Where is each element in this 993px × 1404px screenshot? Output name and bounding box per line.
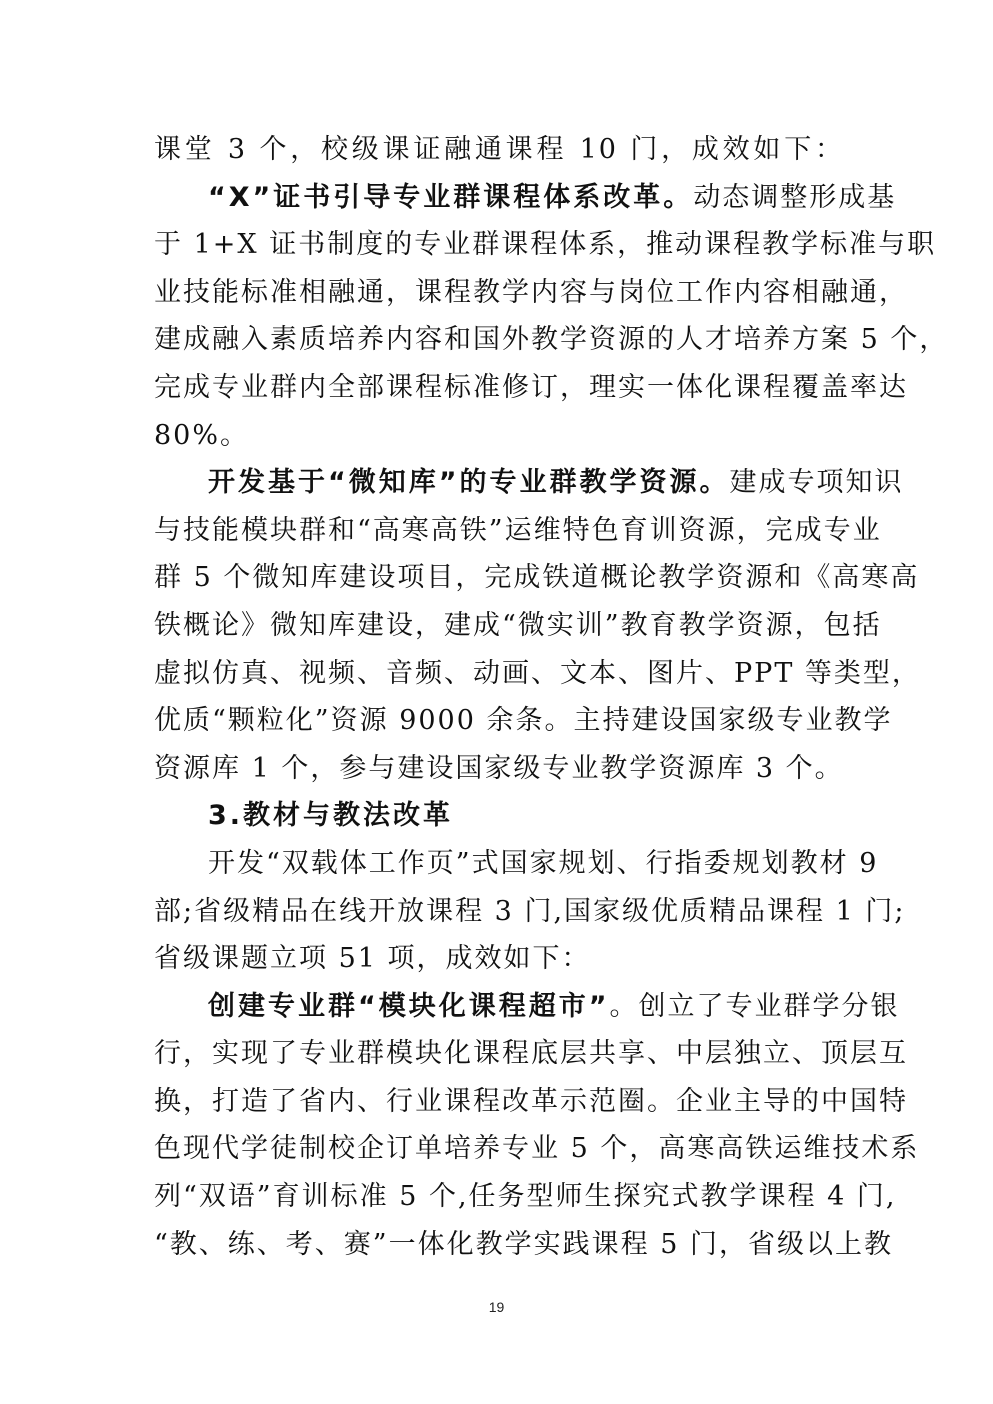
paragraph-line: 建成融入素质培养内容和国外教学资源的人才培养方案 5 个， — [154, 324, 949, 356]
paragraph-line: 色现代学徒制校企订单培养专业 5 个，高寒高铁运维技术系 — [154, 1133, 920, 1165]
paragraph-line: 开发“双载体工作页”式国家规划、行指委规划教材 9 — [208, 847, 879, 879]
section-heading: 3.教材与教法改革 — [208, 800, 454, 832]
paragraph-line: 省级课题立项 51 项，成效如下： — [154, 943, 591, 975]
paragraph-x-certificate-line-1: “X”证书引导专业群课程体系改革。动态调整形成基 — [208, 181, 897, 213]
paragraph-line: 列“双语”育训标准 5 个,任务型师生探究式教学课程 4 门, — [154, 1181, 897, 1213]
paragraph-line: 于 1+X 证书制度的专业群课程体系，推动课程教学标准与职 — [154, 229, 937, 261]
paragraph-line: 优质“颗粒化”资源 9000 余条。主持建设国家级专业教学 — [154, 705, 893, 737]
paragraph-line: 完成专业群内全部课程标准修订，理实一体化课程覆盖率达 — [154, 371, 908, 403]
paragraph-line: 行，实现了专业群模块化课程底层共享、中层独立、顶层互 — [154, 1038, 908, 1070]
paragraph-line: 80%。 — [154, 419, 250, 451]
paragraph-micro-library-line-1: 开发基于“微知库”的专业群教学资源。建成专项知识 — [208, 467, 904, 499]
paragraph-line: 与技能模块群和“高寒高铁”运维特色育训资源，完成专业 — [154, 514, 882, 546]
paragraph-module-line-1: 创建专业群“模块化课程超市”。创立了专业群学分银 — [208, 990, 900, 1022]
page-number: 19 — [488, 1299, 505, 1315]
paragraph-line: 虚拟仿真、视频、音频、动画、文本、图片、PPT 等类型， — [154, 657, 921, 689]
paragraph-heading: “X”证书引导专业群课程体系改革。 — [208, 181, 694, 213]
paragraph-line: 业技能标准相融通，课程教学内容与岗位工作内容相融通， — [154, 276, 908, 308]
paragraph-line: 部;省级精品在线开放课程 3 门,国家级优质精品课程 1 门; — [154, 895, 906, 927]
paragraph-line: “教、练、考、赛”一体化教学实践课程 5 门，省级以上教 — [154, 1228, 893, 1260]
paragraph-line: 资源库 1 个，参与建设国家级专业教学资源库 3 个。 — [154, 752, 844, 784]
paragraph-line: 群 5 个微知库建设项目，完成铁道概论教学资源和《高寒高 — [154, 562, 920, 594]
intro-line: 课堂 3 个，校级课证融通课程 10 门，成效如下： — [154, 134, 844, 165]
paragraph-heading: 创建专业群“模块化课程超市” — [208, 990, 610, 1022]
body-text — [154, 126, 949, 1268]
paragraph-heading: 开发基于“微知库”的专业群教学资源。 — [208, 467, 730, 499]
paragraph-line: 换，打造了省内、行业课程改革示范圈。企业主导的中国特 — [154, 1085, 908, 1117]
paragraph-line: 铁概论》微知库建设，建成“微实训”教育教学资源，包括 — [154, 609, 882, 641]
